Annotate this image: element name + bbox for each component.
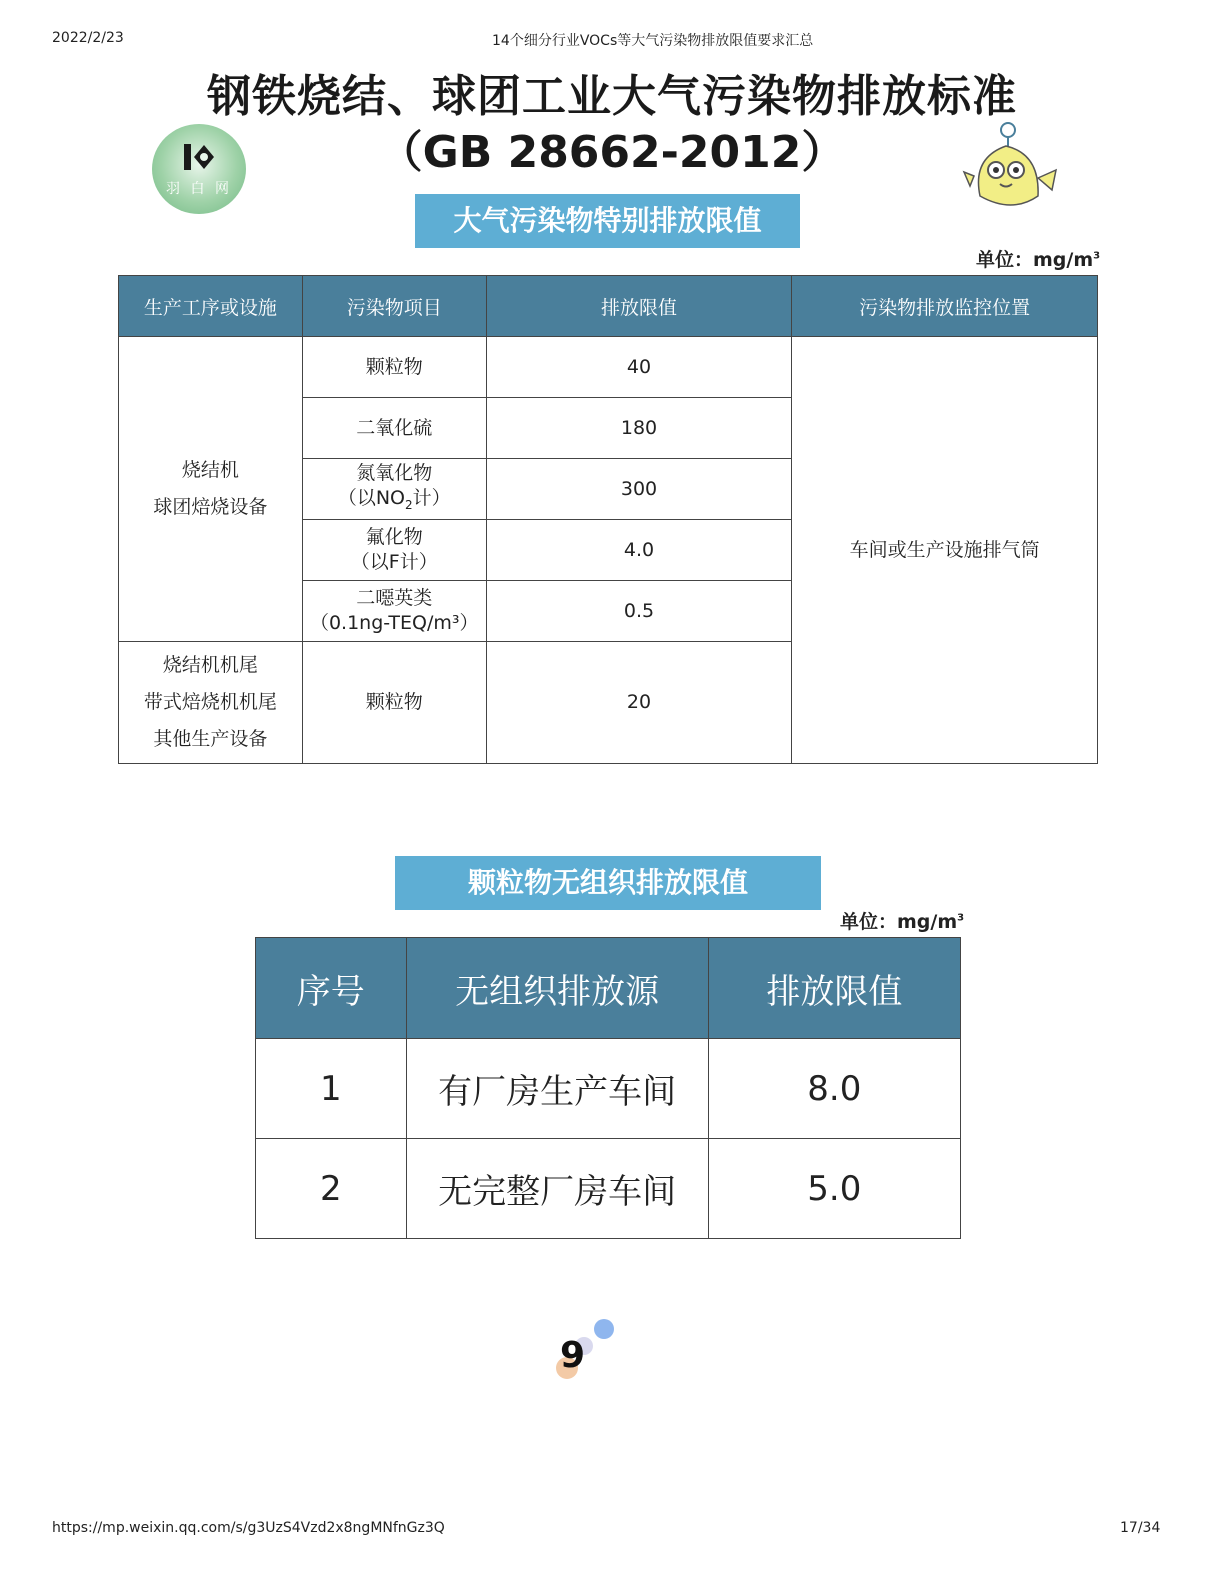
section2-unit [840, 907, 964, 934]
section1-unit [976, 245, 1100, 272]
process-item: 烧结机 [181, 459, 239, 481]
basis-sub: 2 [404, 497, 413, 512]
page-number: 9 [560, 1335, 586, 1376]
col-header-limit: 排放限值 [486, 276, 792, 337]
page-subtitle: （GB 28662-2012） [378, 127, 846, 178]
limit-cell: 300 [486, 459, 792, 520]
limit-cell: 40 [486, 337, 792, 398]
footer-page: 17/34 [1120, 1520, 1161, 1536]
pollutant-name: 二噁英类 [356, 587, 433, 609]
process-group-1 [119, 337, 303, 642]
pollutant-cell: 颗粒物 [302, 337, 486, 398]
limit-cell: 180 [486, 398, 792, 459]
source-cell: 有厂房生产车间 [406, 1039, 708, 1139]
pollutant-name: 氟化物 [365, 526, 423, 548]
section1-unit-sup: 3 [1093, 250, 1101, 262]
table-row [119, 337, 1098, 398]
basis-post: 计） [412, 486, 451, 509]
pollutant-cell [302, 520, 486, 581]
page-title: 钢铁烧结、球团工业大气污染物排放标准 [207, 71, 1017, 122]
section1-unit-text: 单位：mg/m [976, 249, 1094, 271]
limit-cell: 8.0 [708, 1039, 960, 1139]
process-item: 其他生产设备 [153, 728, 268, 750]
fugitive-limits-table [255, 937, 961, 1239]
section2-unit-sup: 3 [957, 912, 965, 924]
doc-title: 14个细分行业VOCs等大气污染物排放限值要求汇总 [492, 33, 814, 49]
col-header-limit: 排放限值 [708, 938, 960, 1039]
limit-cell: 5.0 [708, 1139, 960, 1239]
logo-watermark: 羽 白 网 [166, 181, 232, 197]
pollutant-basis: （以F计） [350, 551, 438, 573]
section2-unit-text: 单位：mg/m [840, 911, 958, 933]
col-header-monitor: 污染物排放监控位置 [792, 276, 1098, 337]
section1-banner: 大气污染物特别排放限值 [415, 194, 800, 248]
limit-cell: 4.0 [486, 520, 792, 581]
no-cell: 2 [256, 1139, 407, 1239]
table-row [256, 1139, 961, 1239]
pollutant-basis: （0.1ng-TEQ/m³） [309, 612, 479, 634]
pollutant-cell [302, 581, 486, 642]
table-header-row [119, 276, 1098, 337]
col-header-source: 无组织排放源 [406, 938, 708, 1039]
monitor-location-cell: 车间或生产设施排气筒 [792, 337, 1098, 764]
process-item: 球团焙烧设备 [153, 496, 268, 518]
logo-mark-icon [182, 142, 216, 172]
table-header-row [256, 938, 961, 1039]
process-item: 烧结机机尾 [162, 654, 258, 676]
limit-cell: 20 [486, 642, 792, 764]
pollutant-cell [302, 459, 486, 520]
col-header-pollutant: 污染物项目 [302, 276, 486, 337]
process-group-2 [119, 642, 303, 764]
col-header-process: 生产工序或设施 [119, 276, 303, 337]
section2-banner: 颗粒物无组织排放限值 [395, 856, 821, 910]
mascot-icon [962, 118, 1062, 218]
site-logo [152, 124, 246, 214]
col-header-no: 序号 [256, 938, 407, 1039]
footer-url[interactable]: https://mp.weixin.qq.com/s/g3UzS4Vzd2x8ngMNfnGz3Q [52, 1520, 445, 1536]
print-date: 2022/2/23 [52, 30, 124, 46]
process-item: 带式焙烧机机尾 [143, 691, 277, 713]
page-number-badge [550, 1315, 620, 1385]
emission-limits-table [118, 275, 1098, 764]
pollutant-name: 氮氧化物 [356, 461, 433, 484]
table-row [256, 1039, 961, 1139]
pollutant-cell: 颗粒物 [302, 642, 486, 764]
decor-dot-icon [594, 1319, 614, 1339]
basis-pre: （以NO [337, 486, 405, 509]
source-cell: 无完整厂房车间 [406, 1139, 708, 1239]
pollutant-basis [303, 486, 486, 518]
no-cell: 1 [256, 1039, 407, 1139]
limit-cell: 0.5 [486, 581, 792, 642]
pollutant-cell: 二氧化硫 [302, 398, 486, 459]
